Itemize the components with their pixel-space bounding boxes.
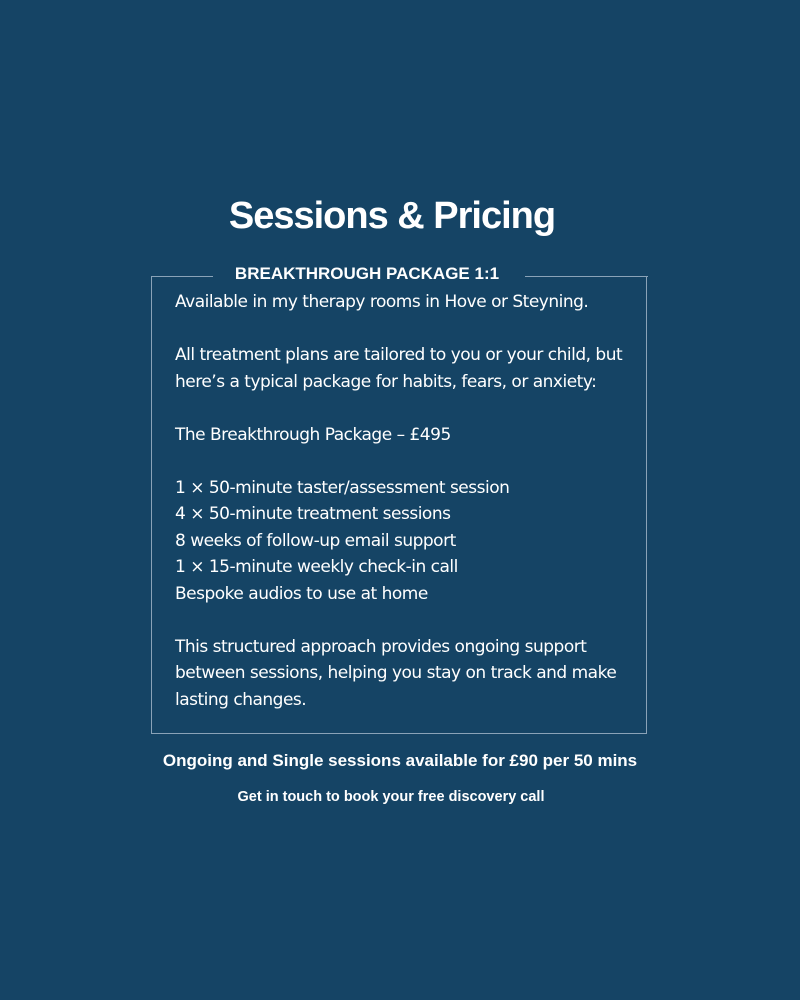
spacer: [175, 395, 635, 422]
spacer: [175, 607, 635, 634]
package-item: Bespoke audios to use at home: [175, 583, 428, 604]
package-item: 1 × 15-minute weekly check-in call: [175, 557, 458, 577]
package-items-list: [175, 475, 635, 608]
page-title: Sessions & Pricing: [228, 195, 556, 237]
package-box-top-border-right: [525, 276, 648, 277]
package-summary: This structured approach provides ongoing support between sessions, helping you stay on track and make lasting changes.: [175, 636, 617, 710]
package-body: [175, 289, 635, 713]
package-intro: All treatment plans are tailored to you or your child, but here’s a typical package for habits, fears, or anxiety:: [175, 345, 623, 392]
package-item: 8 weeks of follow-up email support: [175, 530, 456, 551]
package-item: 4 × 50-minute treatment sessions: [175, 504, 451, 524]
spacer: [175, 448, 635, 475]
ongoing-sessions-note: Ongoing and Single sessions available for £90 per 50 mins: [162, 751, 638, 770]
package-name-price: The Breakthrough Package – £495: [175, 424, 451, 445]
spacer: [175, 316, 635, 343]
book-discovery-call-link[interactable]: Get in touch to book your free discovery call: [237, 789, 545, 805]
package-heading: BREAKTHROUGH PACKAGE 1:1: [234, 264, 500, 283]
package-item: 1 × 50-minute taster/assessment session: [175, 477, 510, 498]
package-box-top-border-left: [151, 276, 213, 277]
package-availability: Available in my therapy rooms in Hove or Steyning.: [175, 292, 589, 312]
